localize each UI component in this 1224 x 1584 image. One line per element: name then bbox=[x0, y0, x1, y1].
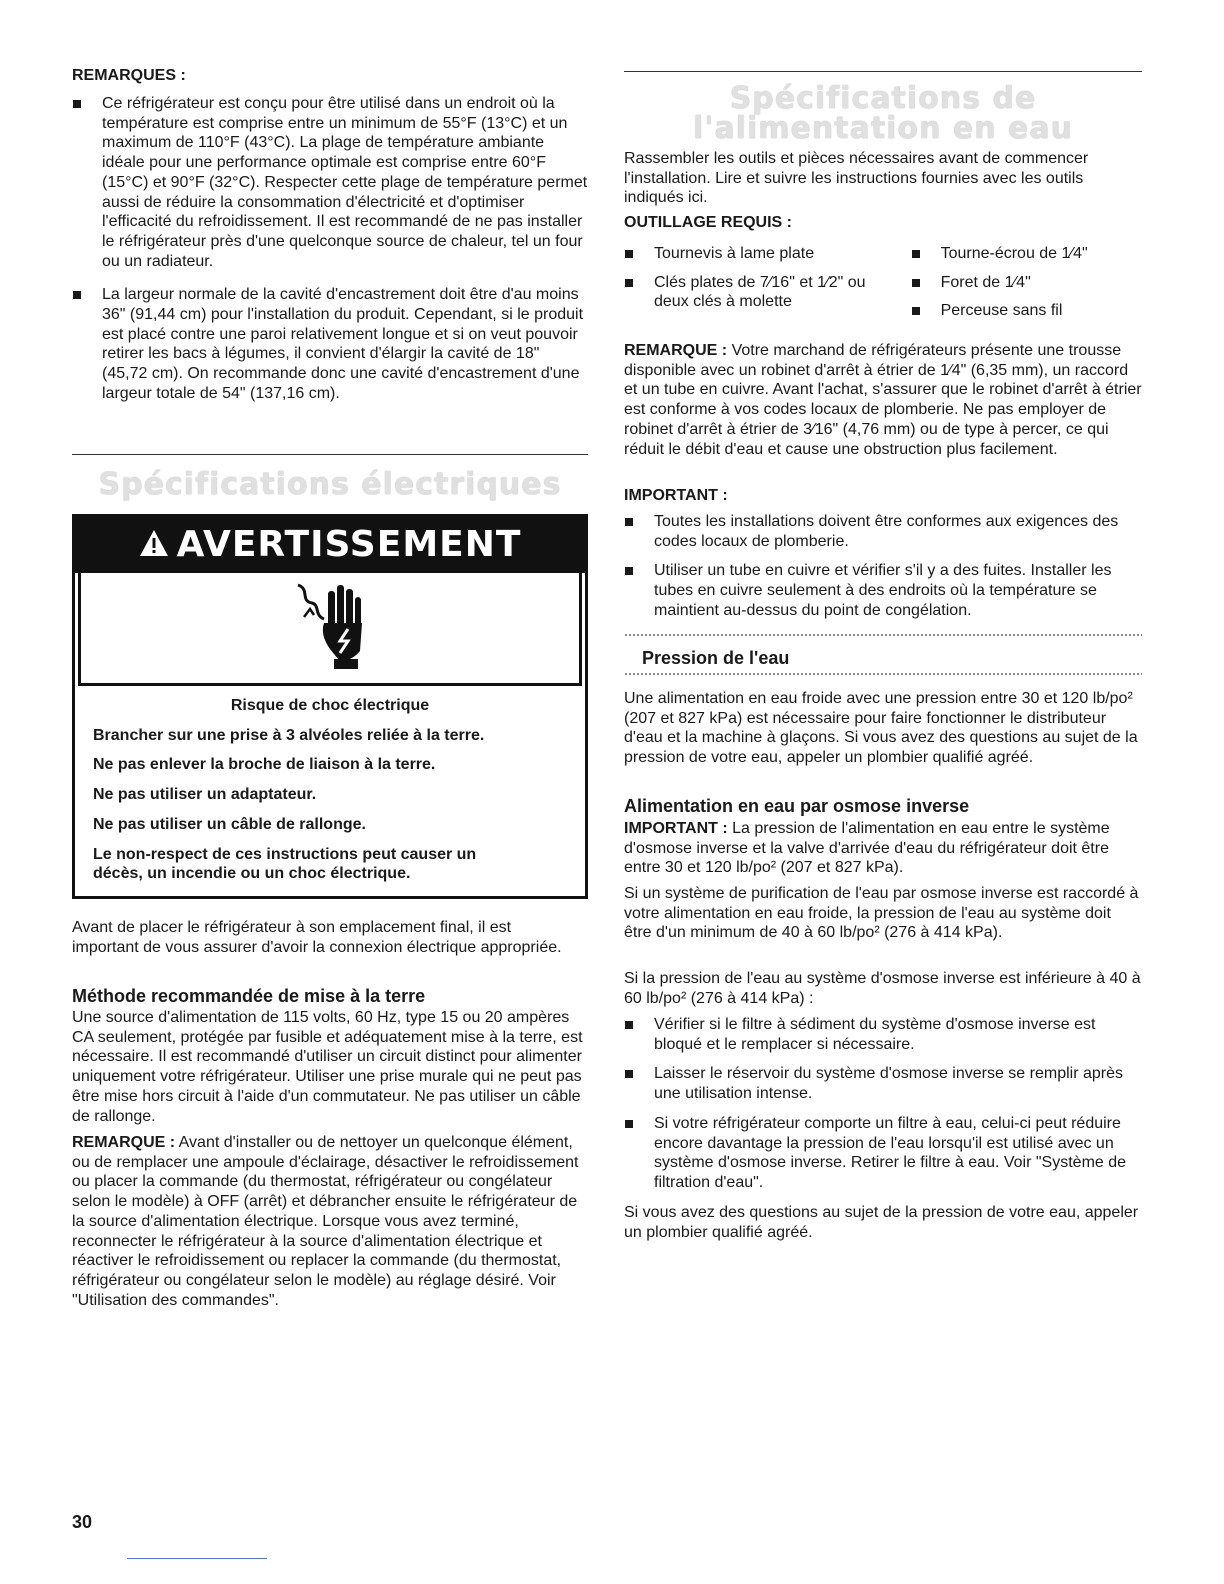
warning-line: Le non-respect de ces instructions peut causer un décès, un incendie ou un choc électrique. bbox=[93, 845, 477, 883]
remarques-list bbox=[72, 94, 588, 413]
remarque-text: Avant d'installer ou de nettoyer un quelconque élément, ou de remplacer une ampoule d'éclairage, désactiver le refroidissement ou placer la commande (du thermostat, réfrigérateur ou congélateur selon le modèle) à OFF (arrêt) et débrancher ensuite le réfrigérateur de la source d'alimentation électrique. Lorsque vous avez terminé, reconnecter le réfrigérateur à la source d'alimentation électrique et réactiver le refroidissement ou replacer la commande (du thermostat, réfrigérateur ou congélateur selon le modèle) au réglage désiré. Voir "Utilisation des commandes". bbox=[72, 1134, 579, 1309]
tools-col-2 bbox=[911, 244, 1142, 330]
water-intro: Rassembler les outils et pièces nécessaires avant de commencer l'installation. Lire et suivre les instructions fournies avec les outils indiqués ici. bbox=[624, 150, 1089, 207]
remarque-label: REMARQUE : bbox=[72, 1134, 176, 1151]
list-item: Si votre réfrigérateur comporte un filtre à eau, celui-ci peut réduire encore davantage la pression de l'eau lorsqu'il est utilisé avec un système d'osmose inverse. Retirer le filtre à eau. Voir "Système de filtration d'eau". bbox=[624, 1114, 1142, 1193]
heading-band-bottom bbox=[624, 672, 1142, 677]
list-item: Vérifier si le filtre à sédiment du système d'osmose inverse est bloqué et le remplacer si nécessaire. bbox=[624, 1015, 1142, 1054]
warning-line: Brancher sur une prise à 3 alvéoles reliée à la terre. bbox=[93, 726, 485, 744]
osmose-heading: Alimentation en eau par osmose inverse bbox=[624, 796, 970, 816]
section-title-line: Spécifications de bbox=[729, 81, 1037, 116]
closing-text: Si vous avez des questions au sujet de la pression de votre eau, appeler un plombier qualifié agréé. bbox=[624, 1204, 1139, 1241]
tools-label: OUTILLAGE REQUIS : bbox=[624, 214, 792, 231]
important-label: IMPORTANT : bbox=[624, 487, 728, 504]
osmose-important bbox=[624, 819, 1142, 878]
heading-band-top bbox=[624, 633, 1142, 638]
list-item: Tourne-écrou de 1⁄4" bbox=[911, 244, 1142, 264]
list-item: La largeur normale de la cavité d'encastrement doit être d'au moins 36" (91,44 cm) pour l'installation du produit. Cependant, si le produit est placé contre une paroi relativement longue et si on veut pouvoir retirer les bacs à légumes, il convient d'élargir la cavité de 18" (45,72 cm). On recommande donc une cavité d'encastrement d'une largeur totale de 54" (137,16 cm). bbox=[72, 285, 588, 403]
warning-text bbox=[75, 686, 585, 896]
warning-line: Ne pas enlever la broche de liaison à la terre. bbox=[93, 756, 436, 774]
osmose-paragraph: Si un système de purification de l'eau par osmose inverse est raccordé à votre alimentation en eau froide, la pression de l'eau au système doit être d'un minimum de 40 à 60 lb/po² (276 à 414 kPa). bbox=[624, 885, 1139, 942]
section-title-electrical: Spécifications électriques bbox=[98, 467, 562, 502]
page-number: 30 bbox=[72, 1512, 93, 1532]
list-item: Toutes les installations doivent être conformes aux exigences des codes locaux de plomberie. bbox=[624, 512, 1142, 551]
list-item: Clés plates de 7⁄16" et 1⁄2" ou deux clés à molette bbox=[624, 273, 901, 312]
tools-col-1 bbox=[624, 244, 901, 330]
list-item: Laisser le réservoir du système d'osmose inverse se remplir après une utilisation intense. bbox=[624, 1064, 1142, 1103]
remarque-text: Votre marchand de réfrigérateurs présente une trousse disponible avec un robinet d'arrêt à étrier de 1⁄4" (6,35 mm), un raccord et un tube en cuivre. Avant l'achat, s'assurer que le robinet d'arrêt à étrier est conforme à vos codes locaux de plomberie. Ne pas employer de robinet d'arrêt à étrier de 3⁄16" (4,76 mm) ou de type à percer, ce qui réduit le débit d'eau et cause une obstruction plus facilement. bbox=[624, 342, 1142, 458]
remarques-label: REMARQUES : bbox=[72, 67, 186, 84]
pression-heading: Pression de l'eau bbox=[642, 648, 790, 668]
pression-text: Une alimentation en eau froide avec une pression entre 30 et 120 lb/po² (207 et 827 kPa) est nécessaire pour faire fonctionner le distributeur d'eau et la machine à glaçons. Si vous avez des questions au sujet de la pression de votre eau, appeler un plombier qualifié agréé. bbox=[624, 690, 1138, 767]
osmose-paragraph: Si la pression de l'eau au système d'osmose inverse est inférieure à 40 à 60 lb/po² (276 à 414 kPa) : bbox=[624, 970, 1141, 1007]
list-item: Ce réfrigérateur est conçu pour être utilisé dans un endroit où la température est comprise entre un minimum de 55°F (13°C) et un maximum de 110°F (43°C). La plage de température ambiante idéale pour une performance optimale est comprise entre 60°F (15°C) et 90°F (32°C). Respecter cette plage de température permet aussi de réduire la consommation d'électricité et d'optimiser l'efficacité du refroidissement. Il est recommandé de ne pas installer le réfrigérateur près d'une quelconque source de chaleur, tel un four ou un radiateur. bbox=[72, 94, 588, 271]
footer-link-rule bbox=[127, 1558, 267, 1559]
warning-box bbox=[72, 514, 588, 899]
electrical-intro: Avant de placer le réfrigérateur à son emplacement final, il est important de vous assurer d'avoir la connexion électrique appropriée. bbox=[72, 919, 562, 956]
ground-text: Une source d'alimentation de 115 volts, 60 Hz, type 15 ou 20 ampères CA seulement, protégée par fusible et adéquatement mise à la terre, est nécessaire. Il est recommandé d'utiliser un circuit distinct pour alimenter uniquement votre réfrigérateur. Utiliser une prise murale qui ne peut pas être mise hors circuit à l'aide d'un commutateur. Ne pas utiliser un câble de rallonge. bbox=[72, 1009, 583, 1125]
important-list bbox=[624, 512, 1142, 630]
section-title-line: l'alimentation en eau bbox=[693, 111, 1073, 146]
osmose-list bbox=[624, 1015, 1142, 1202]
warning-line: Ne pas utiliser un câble de rallonge. bbox=[93, 815, 366, 833]
remarque-electrical bbox=[72, 1133, 588, 1310]
warning-icon-area bbox=[78, 573, 582, 686]
warning-header-text: AVERTISSEMENT bbox=[176, 524, 522, 565]
important-label: IMPORTANT : bbox=[624, 820, 728, 837]
remarque-water bbox=[624, 341, 1142, 459]
remarque-label: REMARQUE : bbox=[624, 342, 728, 359]
ground-heading: Méthode recommandée de mise à la terre bbox=[72, 986, 426, 1006]
osmose-important-text: La pression de l'alimentation en eau entre le système d'osmose inverse et la valve d'arrivée d'eau du réfrigérateur doit être entre 30 et 120 lb/po² (207 et 827 kPa). bbox=[624, 820, 1110, 877]
tools-list bbox=[624, 244, 1142, 330]
list-item: Utiliser un tube en cuivre et vérifier s'il y a des fuites. Installer les tubes en cuivre seulement à des endroits où la température se maintient au-dessus du point de congélation. bbox=[624, 561, 1142, 620]
section-title-water bbox=[624, 81, 1142, 146]
list-item: Foret de 1⁄4" bbox=[911, 273, 1142, 293]
section-divider bbox=[624, 71, 1142, 72]
warning-risk-line: Risque de choc électrique bbox=[230, 697, 430, 714]
electric-shock-hand-icon bbox=[290, 579, 370, 677]
list-item: Perceuse sans fil bbox=[911, 301, 1142, 321]
warning-header bbox=[75, 517, 585, 573]
list-item: Tournevis à lame plate bbox=[624, 244, 901, 264]
section-divider bbox=[72, 454, 588, 455]
warning-triangle-icon bbox=[139, 518, 169, 574]
warning-line: Ne pas utiliser un adaptateur. bbox=[93, 786, 317, 804]
